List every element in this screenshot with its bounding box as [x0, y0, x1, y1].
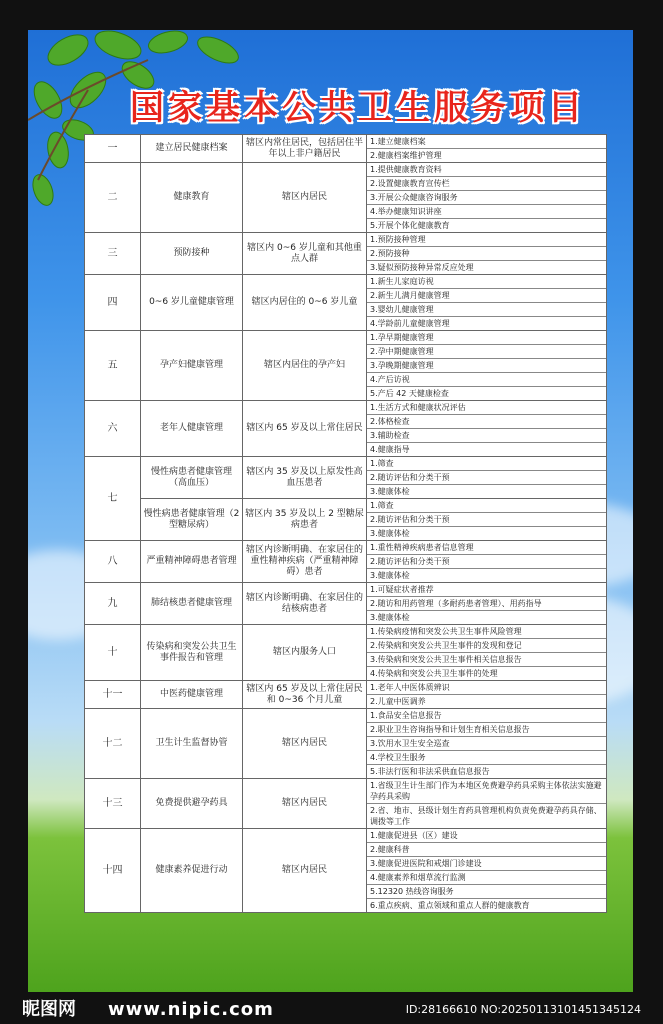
service-item: 2.随访评估和分类干预 — [367, 555, 606, 569]
service-target: 辖区内居民 — [243, 779, 367, 829]
service-item: 4.学龄前儿童健康管理 — [370, 319, 450, 328]
row-number: 九 — [85, 583, 141, 625]
service-item: 3.健康促进医院和戒烟门诊建设 — [367, 857, 606, 871]
service-name: 慢性病患者健康管理（高血压） — [141, 457, 243, 499]
service-name: 卫生计生监督协管 — [141, 709, 243, 779]
service-item: 2.孕中期健康管理 — [367, 345, 606, 359]
service-item: 4.传染病和突发公共卫生事件的处理 — [370, 669, 498, 678]
table-row — [85, 401, 607, 457]
watermark-id: ID:28166610 NO:20250113101451345124 — [405, 1003, 641, 1016]
service-item: 3.疑似预防接种异常反应处理 — [370, 263, 474, 272]
service-items-cell — [367, 709, 607, 779]
service-name: 严重精神障碍患者管理 — [141, 541, 243, 583]
service-item: 1.预防接种管理 — [367, 233, 606, 247]
service-item: 4.举办健康知识讲座 — [367, 205, 606, 219]
service-item: 1.孕早期健康管理 — [367, 331, 606, 345]
service-target: 辖区内诊断明确、在家居住的重性精神疾病（严重精神障碍）患者 — [243, 541, 367, 583]
service-item: 2.传染病和突发公共卫生事件的发现和登记 — [367, 639, 606, 653]
table-row — [85, 541, 607, 583]
service-name: 老年人健康管理 — [141, 401, 243, 457]
service-target: 辖区内 35 岁及以上原发性高血压患者 — [243, 457, 367, 499]
service-items-cell — [367, 541, 607, 583]
service-item: 3.孕晚期健康管理 — [367, 359, 606, 373]
watermark-url: www.nipic.com — [108, 999, 274, 1020]
services-table — [84, 134, 607, 913]
service-name: 慢性病患者健康管理（2 型糖尿病） — [141, 499, 243, 541]
table-row — [85, 583, 607, 625]
service-item: 4.健康指导 — [370, 445, 410, 454]
service-item: 2.预防接种 — [367, 247, 606, 261]
row-number: 十 — [85, 625, 141, 681]
service-name: 健康教育 — [141, 163, 243, 233]
table-row — [85, 625, 607, 681]
service-item: 2.健康档案维护管理 — [370, 151, 442, 160]
service-target: 辖区内常住居民，包括居住半年以上非户籍居民 — [243, 135, 367, 163]
service-item: 5.12320 热线咨询服务 — [367, 885, 606, 899]
table-row — [85, 457, 607, 499]
service-item: 3.健康体检 — [370, 613, 410, 622]
service-item: 1.传染病疫情和突发公共卫生事件风险管理 — [367, 625, 606, 639]
service-target: 辖区内 0~6 岁儿童和其他重点人群 — [243, 233, 367, 275]
service-item: 5.产后 42 天健康检查 — [370, 389, 449, 398]
service-item: 1.健康促进县（区）建设 — [367, 829, 606, 843]
service-items-cell — [367, 233, 607, 275]
service-item: 4.健康素养和烟草流行监测 — [367, 871, 606, 885]
row-number: 一 — [85, 135, 141, 163]
service-item: 2.健康科普 — [367, 843, 606, 857]
service-item: 1.可疑症状者推荐 — [367, 583, 606, 597]
service-item: 2.职业卫生咨询指导和计划生育相关信息报告 — [367, 723, 606, 737]
row-number: 十三 — [85, 779, 141, 829]
service-name: 建立居民健康档案 — [141, 135, 243, 163]
service-items-cell — [367, 331, 607, 401]
service-item: 2.体格检查 — [367, 415, 606, 429]
watermark-logo: 昵图网 — [22, 999, 76, 1020]
service-items-cell — [367, 499, 607, 541]
service-item: 4.产后访视 — [367, 373, 606, 387]
service-items-cell — [367, 829, 607, 913]
row-number: 二 — [85, 163, 141, 233]
service-target: 辖区内 65 岁及以上常住居民和 0~36 个月儿童 — [243, 681, 367, 709]
service-name: 肺结核患者健康管理 — [141, 583, 243, 625]
service-items-cell — [367, 681, 607, 709]
service-item: 5.非法行医和非法采供血信息报告 — [370, 767, 490, 776]
table-row — [85, 331, 607, 401]
service-item: 3.婴幼儿健康管理 — [367, 303, 606, 317]
row-number: 五 — [85, 331, 141, 401]
service-item: 1.筛查 — [367, 457, 606, 471]
table-row — [85, 163, 607, 233]
service-name: 传染病和突发公共卫生事件报告和管理 — [141, 625, 243, 681]
service-item: 1.生活方式和健康状况评估 — [367, 401, 606, 415]
service-name: 免费提供避孕药具 — [141, 779, 243, 829]
service-target: 辖区内居民 — [243, 163, 367, 233]
service-item: 2.儿童中医调养 — [370, 697, 426, 706]
service-item: 2.省、地市、县级计划生育药具管理机构负责免费避孕药具存储、调拨等工作 — [370, 806, 602, 826]
service-item: 1.食品安全信息报告 — [367, 709, 606, 723]
table-row — [85, 829, 607, 913]
row-number: 十二 — [85, 709, 141, 779]
poster-background — [28, 30, 633, 992]
watermark-bar — [0, 995, 663, 1024]
row-number: 七 — [85, 457, 141, 541]
service-items-cell — [367, 135, 607, 163]
service-target: 辖区内诊断明确、在家居住的结核病患者 — [243, 583, 367, 625]
service-name: 预防接种 — [141, 233, 243, 275]
service-item: 2.设置健康教育宣传栏 — [367, 177, 606, 191]
service-item: 3.健康体检 — [370, 487, 410, 496]
service-item: 2.随访和用药管理（多耐药患者管理）、用药指导 — [367, 597, 606, 611]
row-number: 六 — [85, 401, 141, 457]
service-target: 辖区内居住的 0~6 岁儿童 — [243, 275, 367, 331]
service-name: 中医药健康管理 — [141, 681, 243, 709]
service-item: 1.省级卫生计生部门作为本地区免费避孕药具采购主体依法实施避孕药具采购 — [367, 779, 606, 804]
service-target: 辖区内服务人口 — [243, 625, 367, 681]
service-item: 3.辅助检查 — [367, 429, 606, 443]
service-item: 1.筛查 — [367, 499, 606, 513]
service-target: 辖区内居民 — [243, 829, 367, 913]
service-target: 辖区内居民 — [243, 709, 367, 779]
service-items-cell — [367, 457, 607, 499]
service-item: 3.传染病和突发公共卫生事件相关信息报告 — [367, 653, 606, 667]
service-items-cell — [367, 625, 607, 681]
service-item: 3.健康体检 — [370, 571, 410, 580]
service-item: 2.随访评估和分类干预 — [367, 471, 606, 485]
service-item: 3.健康体检 — [370, 529, 410, 538]
service-item: 6.重点疾病、重点领域和重点人群的健康教育 — [370, 901, 530, 910]
service-item: 4.学校卫生服务 — [367, 751, 606, 765]
service-item: 1.新生儿家庭访视 — [367, 275, 606, 289]
service-items-cell — [367, 163, 607, 233]
table-row — [85, 275, 607, 331]
service-items-cell — [367, 583, 607, 625]
row-number: 十四 — [85, 829, 141, 913]
service-item: 3.开展公众健康咨询服务 — [367, 191, 606, 205]
table-row — [85, 135, 607, 163]
service-item: 1.重性精神疾病患者信息管理 — [367, 541, 606, 555]
service-item: 3.饮用水卫生安全巡查 — [367, 737, 606, 751]
table-row — [85, 779, 607, 829]
service-item: 2.新生儿满月健康管理 — [367, 289, 606, 303]
service-items-cell — [367, 401, 607, 457]
service-items-cell — [367, 779, 607, 829]
service-items-cell — [367, 275, 607, 331]
service-target: 辖区内居住的孕产妇 — [243, 331, 367, 401]
service-item: 5.开展个体化健康教育 — [370, 221, 450, 230]
service-item: 1.提供健康教育资料 — [367, 163, 606, 177]
row-number: 八 — [85, 541, 141, 583]
service-item: 2.随访评估和分类干预 — [367, 513, 606, 527]
row-number: 四 — [85, 275, 141, 331]
table-row — [85, 681, 607, 709]
service-target: 辖区内 35 岁及以上 2 型糖尿病患者 — [243, 499, 367, 541]
service-item: 1.建立健康档案 — [367, 135, 606, 149]
table-row — [85, 499, 607, 541]
row-number: 三 — [85, 233, 141, 275]
service-item: 1.老年人中医体质辨识 — [367, 681, 606, 695]
service-target: 辖区内 65 岁及以上常住居民 — [243, 401, 367, 457]
service-name: 0~6 岁儿童健康管理 — [141, 275, 243, 331]
table-row — [85, 709, 607, 779]
row-number: 十一 — [85, 681, 141, 709]
table-row — [85, 233, 607, 275]
service-name: 健康素养促进行动 — [141, 829, 243, 913]
page-title: 国家基本公共卫生服务项目 — [130, 88, 586, 128]
service-name: 孕产妇健康管理 — [141, 331, 243, 401]
